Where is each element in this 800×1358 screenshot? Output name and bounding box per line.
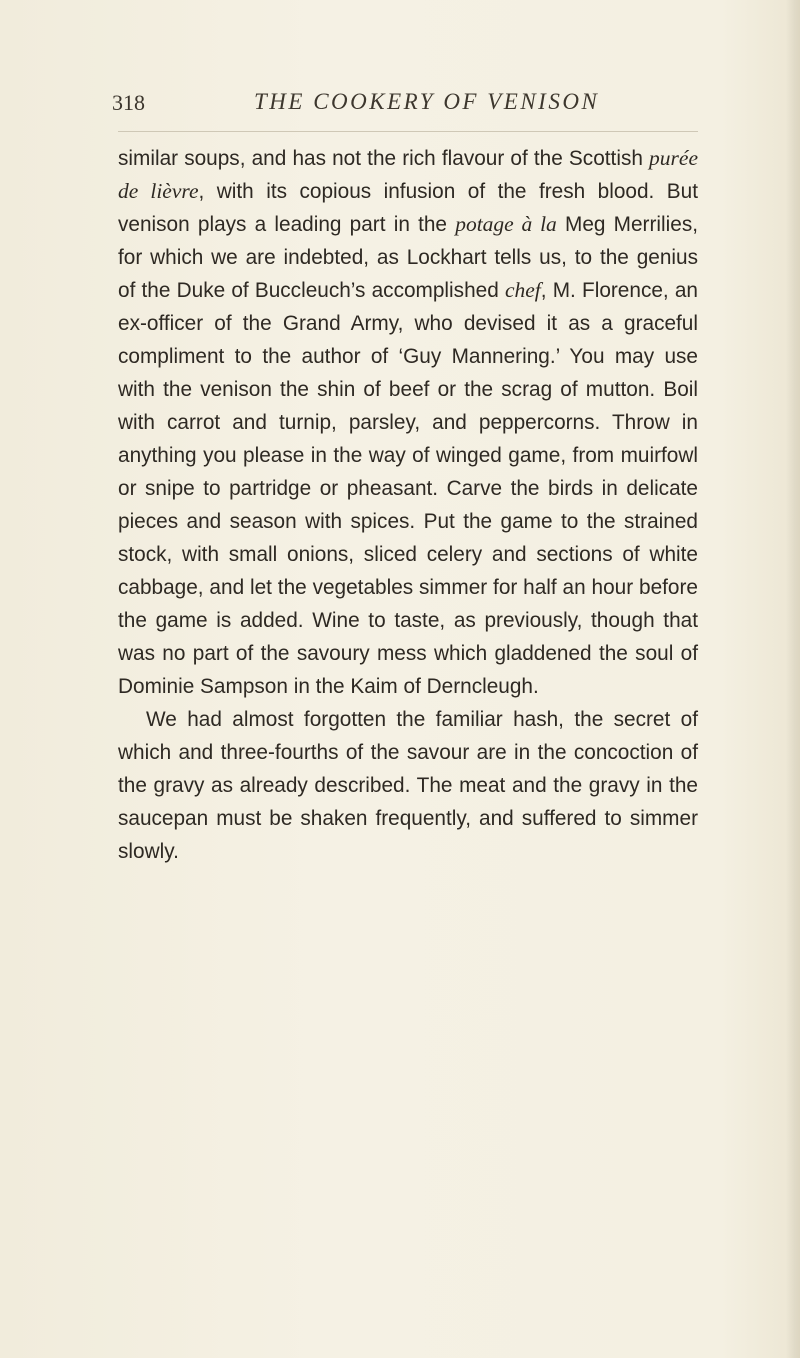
header-rule <box>118 131 698 132</box>
text-segment: similar soups, and has not the rich flavour of the Scottish <box>118 147 650 170</box>
page-number: 318 <box>112 90 145 115</box>
text-segment: Meg Merrilies, for which we are indebted, as Lockhart tells us, to the genius of the Duke of Buccleuch’s accomplished <box>118 213 698 302</box>
page-header <box>112 86 692 122</box>
paragraph-1 <box>118 142 698 703</box>
text-segment: We had almost forgotten the familiar hash, the secret of which and three-fourths of the savour are in the concoction of the gravy as already described. The meat and the gravy in the saucepan must be shaken frequently, and suffered to simmer slowly. <box>118 708 698 863</box>
italic-phrase-puree-de-lievre: purée de lièvre <box>118 146 698 203</box>
paragraph-2 <box>118 703 698 868</box>
italic-phrase-potage-a-la: potage à la <box>455 212 557 236</box>
body-text <box>118 142 698 868</box>
page-edge-shadow <box>786 0 800 1358</box>
text-segment: , M. Florence, an ex-officer of the Grand Army, who devised it as a graceful compliment to the author of ‘Guy Mannering.’ You may use with the venison the shin of beef or the scrag of mutton. Boil with carrot and turnip, parsley, and peppercorns. Throw in anything you please in the way of winged game, from muirfowl or snipe to partridge or pheasant. Carve the birds in delicate pieces and season with spices. Put the game to the strained stock, with small onions, sliced celery and sections of white cabbage, and let the vegetables simmer for half an hour before the game is added. Wine to taste, as previously, though that was no part of the savoury mess which gladdened the soul of Dominie Sampson in the Kaim of Derncleugh. <box>118 279 698 698</box>
running-head: THE COOKERY OF VENISON <box>254 89 600 114</box>
text-segment: , with its copious infusion of the fresh blood. But venison plays a leading part in the <box>118 180 699 236</box>
italic-word-chef: chef <box>504 278 541 302</box>
